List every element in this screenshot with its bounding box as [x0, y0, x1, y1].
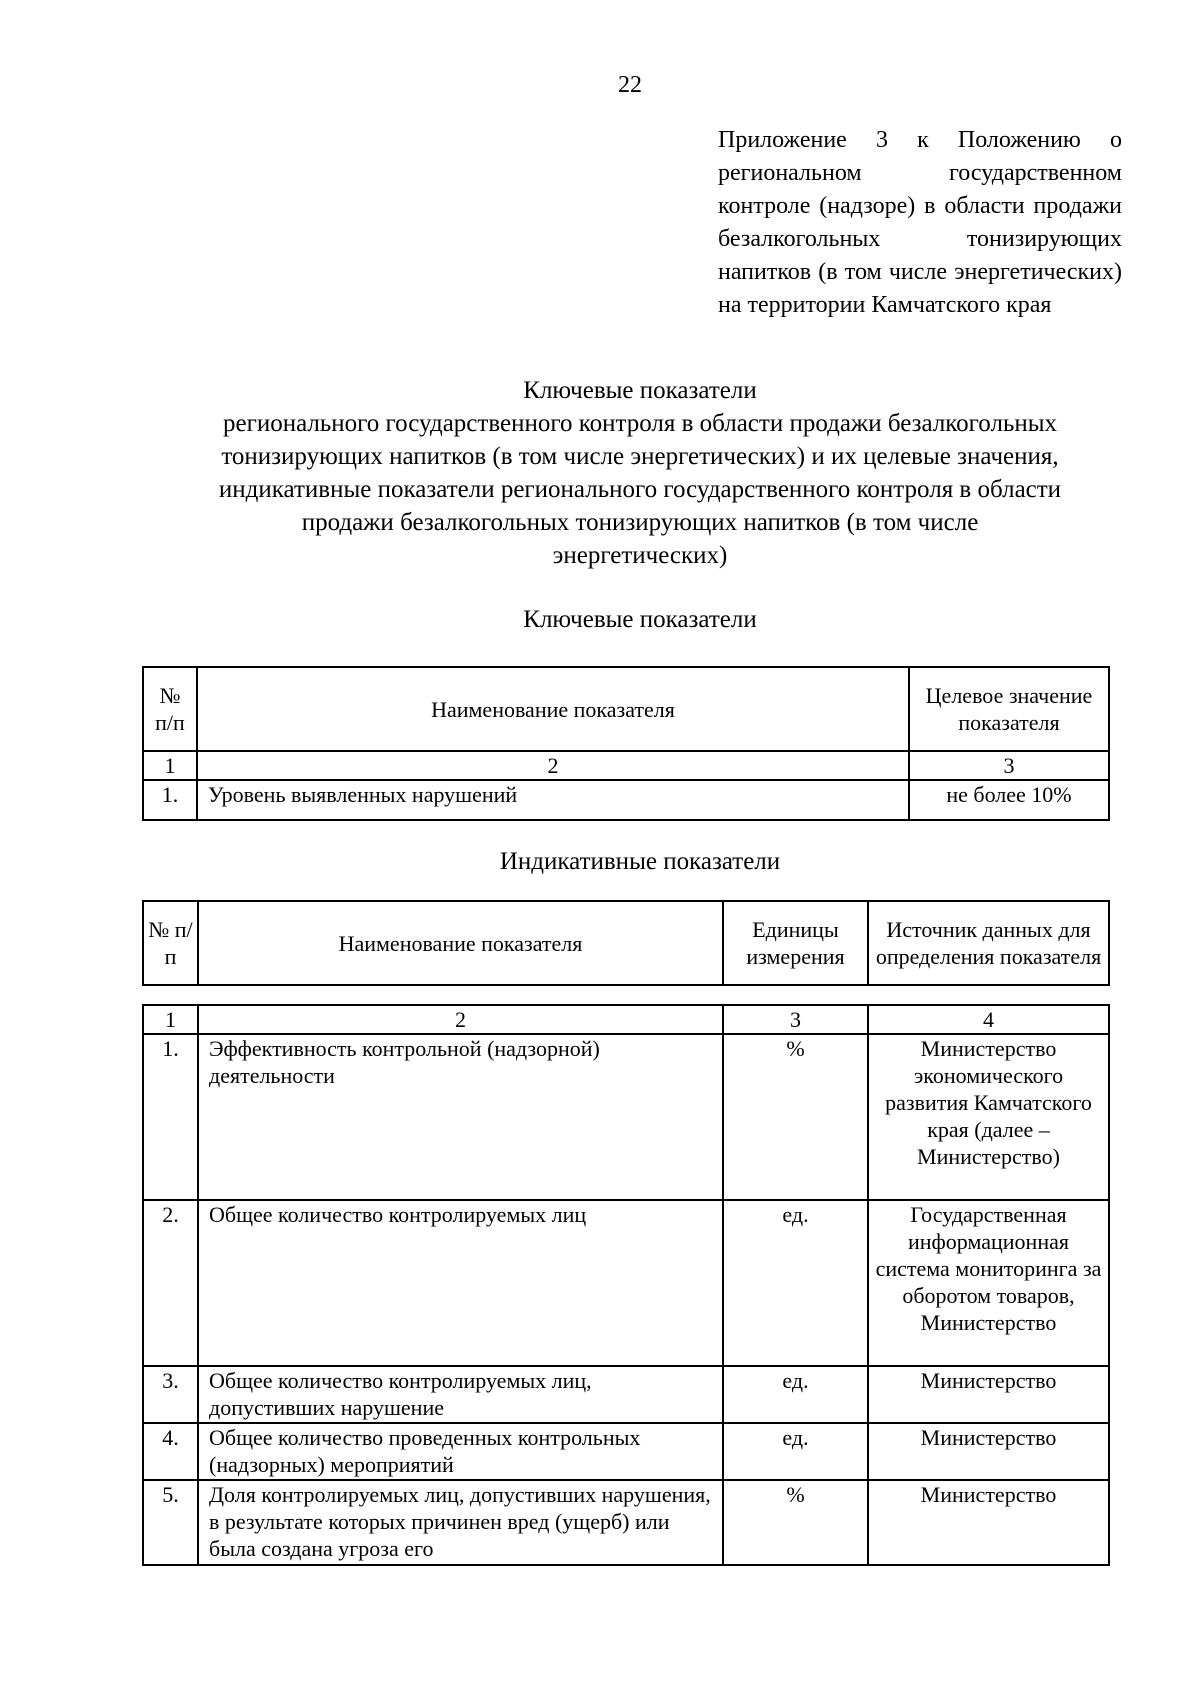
table-row — [143, 1480, 1109, 1565]
table-row — [143, 1366, 1109, 1423]
key-indicators-title: Ключевые показатели — [523, 606, 757, 633]
row-number: 3. — [143, 1366, 198, 1423]
title-line: Ключевые показатели — [523, 377, 757, 404]
unit: ед. — [723, 1366, 868, 1423]
column-number: 4 — [868, 1005, 1109, 1034]
header-source: Источник данных для определения показателя — [868, 901, 1109, 985]
data-source: Министерство — [868, 1480, 1109, 1565]
data-source: Министерство — [868, 1423, 1109, 1480]
column-number: 3 — [723, 1005, 868, 1034]
table-row — [143, 1423, 1109, 1480]
data-source: Министерство экономического развития Камчатского края (далее – Министерство) — [868, 1034, 1109, 1200]
indicative-indicators-table — [142, 1004, 1110, 1566]
row-number: 1. — [143, 780, 197, 820]
indicator-name: Общее количество контролируемых лиц, допустивших нарушение — [198, 1366, 723, 1423]
data-source: Министерство — [868, 1366, 1109, 1423]
unit: % — [723, 1034, 868, 1200]
column-number: 1 — [143, 1005, 198, 1034]
column-number: 2 — [197, 751, 909, 780]
indicator-name: Общее количество контролируемых лиц — [198, 1200, 723, 1366]
title-line: продажи безалкогольных тонизирующих напитков (в том числе — [301, 509, 979, 536]
column-number: 2 — [198, 1005, 723, 1034]
column-number: 3 — [909, 751, 1109, 780]
header-name: Наименование показателя — [197, 667, 909, 751]
header-number: № п/п — [143, 901, 198, 985]
table-header-row — [143, 901, 1109, 985]
indicator-name: Общее количество проведенных контрольных (надзорных) мероприятий — [198, 1423, 723, 1480]
header-unit: Единицы измерения — [723, 901, 868, 985]
title-line: тонизирующих напитков (в том числе энергетических) и их целевые значения, — [221, 443, 1059, 470]
unit: ед. — [723, 1423, 868, 1480]
header-name: Наименование показателя — [198, 901, 723, 985]
unit: ед. — [723, 1200, 868, 1366]
page-number: 22 — [618, 72, 642, 98]
indicator-name: Эффективность контрольной (надзорной) деятельности — [198, 1034, 723, 1200]
table-row — [143, 1034, 1109, 1200]
indicative-header-table — [142, 900, 1110, 986]
title-line: энергетических) — [552, 542, 728, 569]
column-number-row — [143, 1005, 1109, 1034]
row-number: 5. — [143, 1480, 198, 1565]
table-row — [143, 1200, 1109, 1366]
unit: % — [723, 1480, 868, 1565]
indicator-name: Доля контролируемых лиц, допустивших нарушения, в результате которых причинен вред (ущерб) или была создана угроза его — [198, 1480, 723, 1565]
appendix-note: Приложение 3 к Положению о региональном государственном контроле (надзоре) в области продажи безалкогольных тонизирующих напитков (в том числе энергетических) на территории Камчатского края — [718, 127, 1122, 318]
table-header-row — [143, 667, 1109, 751]
row-number: 1. — [143, 1034, 198, 1200]
header-target-value: Целевое значение показателя — [909, 667, 1109, 751]
table-row — [143, 780, 1109, 820]
title-line: индикативные показатели регионального государственного контроля в области — [218, 476, 1062, 503]
header-number: № п/п — [143, 667, 197, 751]
column-number-row — [143, 751, 1109, 780]
data-source: Государственная информационная система мониторинга за оборотом товаров, Министерство — [868, 1200, 1109, 1366]
indicator-name: Уровень выявленных нарушений — [197, 780, 909, 820]
row-number: 4. — [143, 1423, 198, 1480]
row-number: 2. — [143, 1200, 198, 1366]
column-number: 1 — [143, 751, 197, 780]
title-line: регионального государственного контроля в области продажи безалкогольных — [222, 410, 1058, 437]
indicative-indicators-title: Индикативные показатели — [499, 848, 781, 875]
target-value: не более 10% — [909, 780, 1109, 820]
key-indicators-table — [142, 666, 1110, 821]
document-title — [140, 374, 1140, 572]
